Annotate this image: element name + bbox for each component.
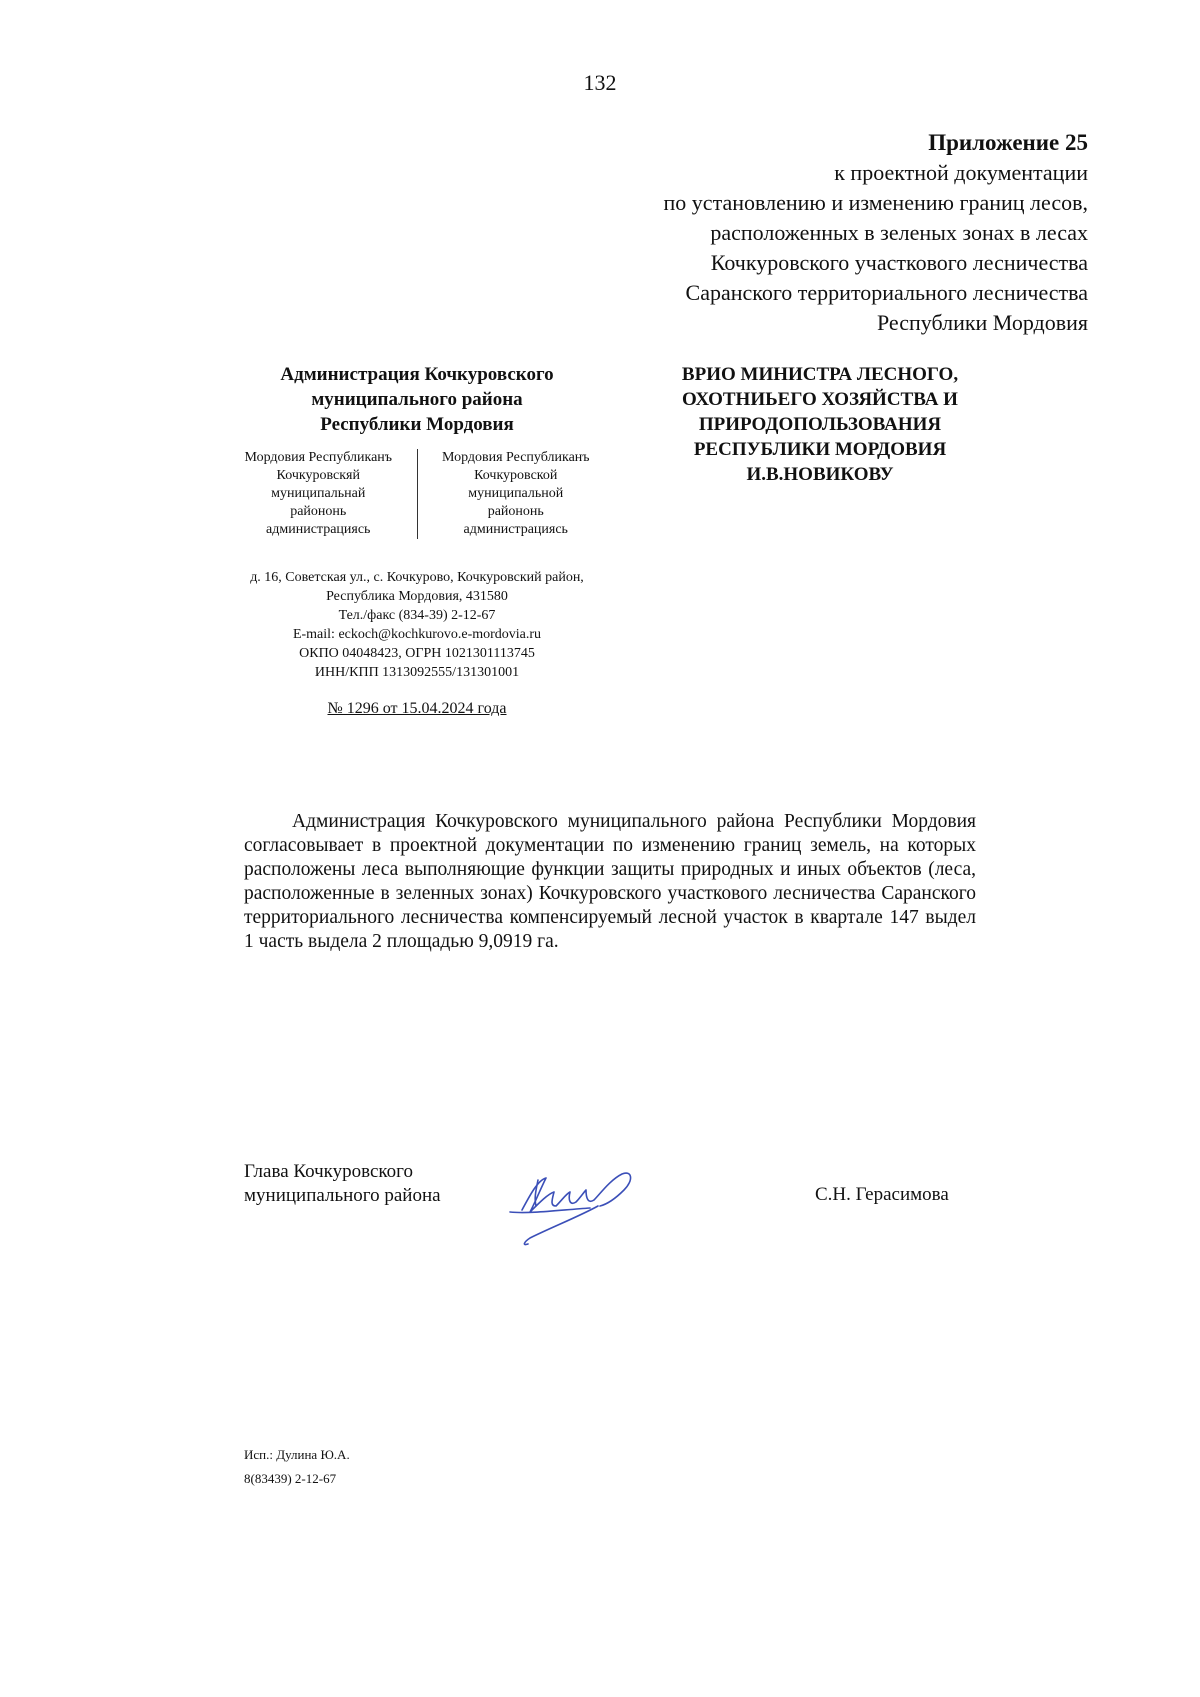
erzya-name: Мордовия Республиканъ Кочкуровскяй муниципальнай райононь администрациясь (228, 449, 418, 539)
executor-info (244, 1443, 350, 1491)
appendix-line: Республики Мордовия (876, 310, 1088, 335)
signatory-title: Глава Кочкуровского муниципального района (244, 1161, 441, 1206)
handwritten-signature (500, 1150, 670, 1250)
appendix-line: к проектной документации (834, 160, 1088, 185)
sender-letterhead (228, 362, 606, 539)
appendix-line: по установлению и изменению границ лесов, (663, 190, 1088, 215)
registration-number: № 1296 от 15.04.2024 года (327, 700, 507, 717)
executor-phone: 8(83439) 2-12-67 (244, 1471, 337, 1486)
moksha-name: Мордовия Республиканъ Кочкуровской муниципальной райононь администрациясь (441, 450, 590, 537)
appendix-line: Кочкуровского участкового лесничества (710, 250, 1088, 275)
sender-address: д. 16, Советская ул., с. Кочкурово, Кочкуровский район, Республика Мордовия, 431580 Тел./факс (834-39) 2-12-67 E-mail: eckoch@kochkurovo.e-mordovia.ru ОКПО 04048423, ОГРН 1021301113745 ИНН/КПП 1313092555/131301001 (250, 570, 584, 680)
sender-name: Администрация Кочкуровского муниципального района Республики Мордовия (280, 364, 554, 435)
signatory-name: С.Н. Герасимова (815, 1184, 949, 1205)
appendix-line: Саранского территориального лесничества (685, 280, 1088, 305)
appendix-header (468, 128, 1088, 338)
appendix-line: расположенных в зеленых зонах в лесах (710, 220, 1088, 245)
recipient-block: ВРИО МИНИСТРА ЛЕСНОГО, ОХОТНИЬЕГО ХОЗЯЙСТВА И ПРИРОДОПОЛЬЗОВАНИЯ РЕСПУБЛИКИ МОРДОВИЯ И.В.НОВИКОВУ (681, 364, 959, 485)
bilingual-block (228, 449, 606, 539)
page-number: 132 (583, 70, 617, 95)
appendix-title: Приложение 25 (928, 130, 1088, 155)
executor-name: Исп.: Дулина Ю.А. (244, 1447, 350, 1462)
letter-body: Администрация Кочкуровского муниципального района Республики Мордовия согласовывает в проектной документации по изменению границ земель, на которых расположены леса выполняющие функции защиты природных и иных объектов (леса, расположенные в зеленных зонах) Кочкуровского участкового лесничества Саранского территориального лесничества компенсируемый лесной участок в квартале 147 выдел 1 часть выдела 2 площадью 9,0919 га. (244, 811, 976, 952)
